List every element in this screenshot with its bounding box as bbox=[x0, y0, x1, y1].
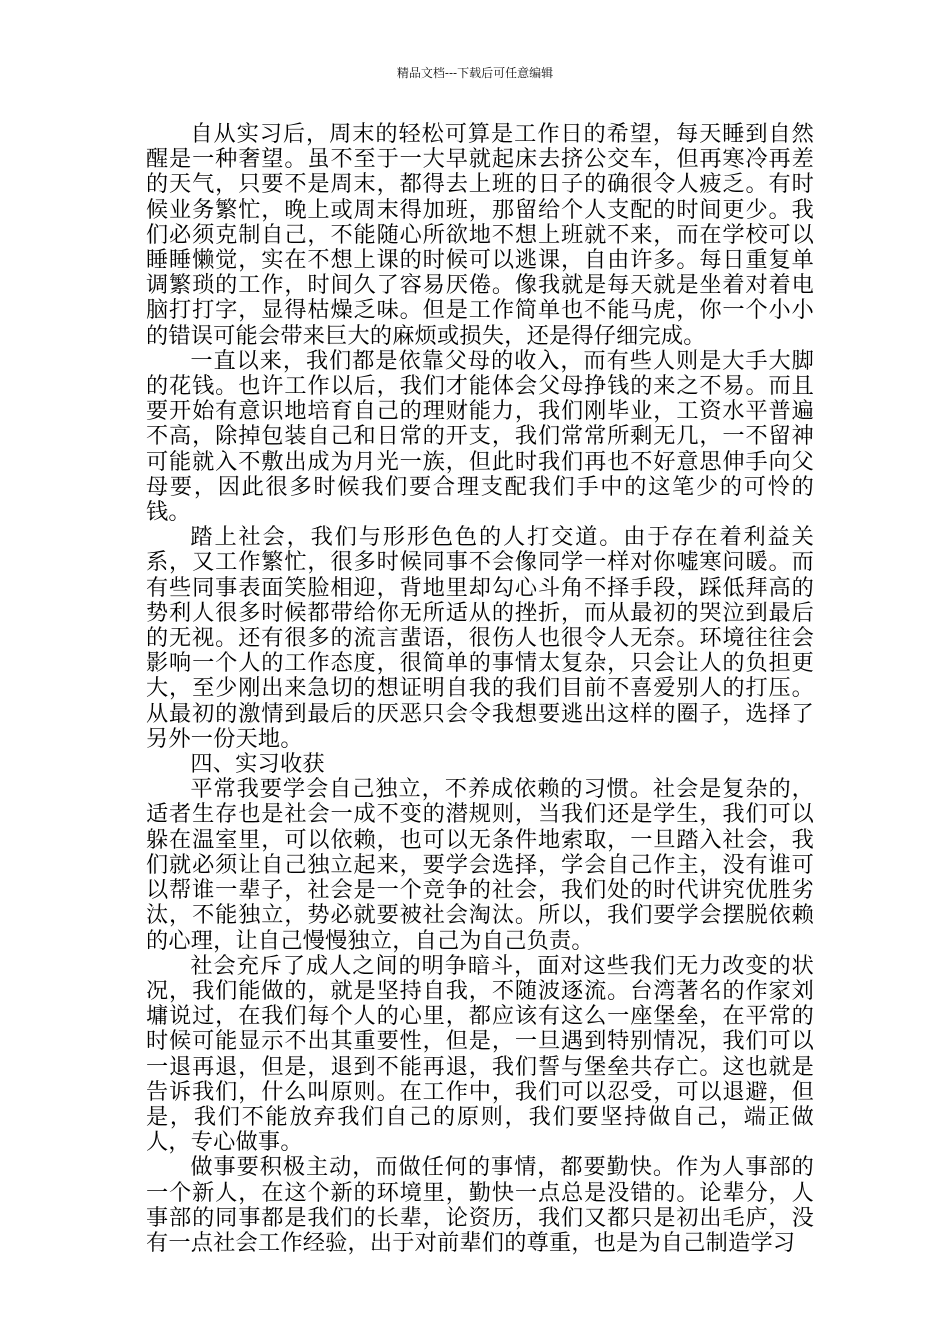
paragraph: 踏上社会，我们与形形色色的人打交道。由于存在着利益关系，又工作繁忙，很多时候同事不会像同学一样对你嘘寒问暖。而有些同事表面笑脸相迎，背地里却勾心斗角不择手段，踩低拜高的势利人很多时候都带给你无所适从的挫折，而从最初的哭泣到最后的无视。还有很多的流言蜚语，很伤人也很令人无奈。环境往往会影响一个人的工作态度，很简单的事情太复杂，只会让人的负担更大，至少刚出来急切的想证明自我的我们目前不喜爱别人的打压。从最初的激情到最后的厌恶只会令我想要逃出这样的圈子，选择了另外一份天地。 bbox=[146, 524, 814, 752]
paragraph: 自从实习后，周末的轻松可算是工作日的希望，每天睡到自然醒是一种奢望。虽不至于一大早就起床去挤公交车，但再寒冷再差的天气，只要不是周末，都得去上班的日子的确很令人疲乏。有时候业务繁忙，晚上或周末得加班，那留给个人支配的时间更少。我们必须克制自己，不能随心所欲地不想上班就不来，而在学校可以睡睡懒觉，实在不想上课的时候可以逃课，自由许多。每日重复单调繁琐的工作，时间久了容易厌倦。像我就是每天就是坐着对着电脑打打字，显得枯燥乏味。但是工作简单也不能马虎，你一个小小的错误可能会带来巨大的麻烦或损失，还是得仔细完成。 bbox=[146, 121, 814, 349]
paragraph: 一直以来，我们都是依靠父母的收入，而有些人则是大手大脚的花钱。也许工作以后，我们才能体会父母挣钱的来之不易。而且要开始有意识地培育自己的理财能力，我们刚毕业，工资水平普遍不高，除掉包装自己和日常的开支，我们常常所剩无几，一不留神可能就入不敷出成为月光一族，但此时我们再也不好意思伸手向父母要，因此很多时候我们要合理支配我们手中的这笔少的可怜的钱。 bbox=[146, 347, 814, 526]
paragraph: 做事要积极主动，而做任何的事情，都要勤快。作为人事部的一个新人，在这个新的环境里，勤快一点总是没错的。论辈分，人事部的同事都是我们的长辈，论资历，我们又都只是初出毛庐，没有一点社会工作经验，出于对前辈们的尊重，也是为自己制造学习 bbox=[146, 1154, 814, 1256]
section-heading: 四、实习收获 bbox=[190, 751, 325, 778]
document-body bbox=[146, 122, 814, 1256]
paragraph: 社会充斥了成人之间的明争暗斗，面对这些我们无力改变的状况，我们能做的，就是坚持自我，不随波逐流。台湾著名的作家刘墉说过，在我们每个人的心里，都应该有这么一座堡垒，在平常的时候可能显示不出其重要性，但是，一旦遇到特别情况，我们可以一退再退，但是，退到不能再退，我们誓与堡垒共存亡。这也就是告诉我们，什么叫原则。在工作中，我们可以忍受，可以退避，但是，我们不能放弃我们自己的原则，我们要坚持做自己，端正做人，专心做事。 bbox=[146, 952, 814, 1156]
paragraph: 平常我要学会自己独立，不养成依赖的习惯。社会是复杂的，适者生存也是社会一成不变的潜规则，当我们还是学生，我们可以躲在温室里，可以依赖，也可以无条件地索取，一旦踏入社会，我们就必须让自己独立起来，要学会选择，学会自己作主，没有谁可以帮谁一辈子，社会是一个竞争的社会，我们处的时代讲究优胜劣汰，不能独立，势必就要被社会淘汰。所以，我们要学会摆脱依赖的心理，让自己慢慢独立，自己为自己负责。 bbox=[146, 776, 814, 954]
page-header: 精品文档---下载后可任意编辑 bbox=[396, 66, 554, 80]
